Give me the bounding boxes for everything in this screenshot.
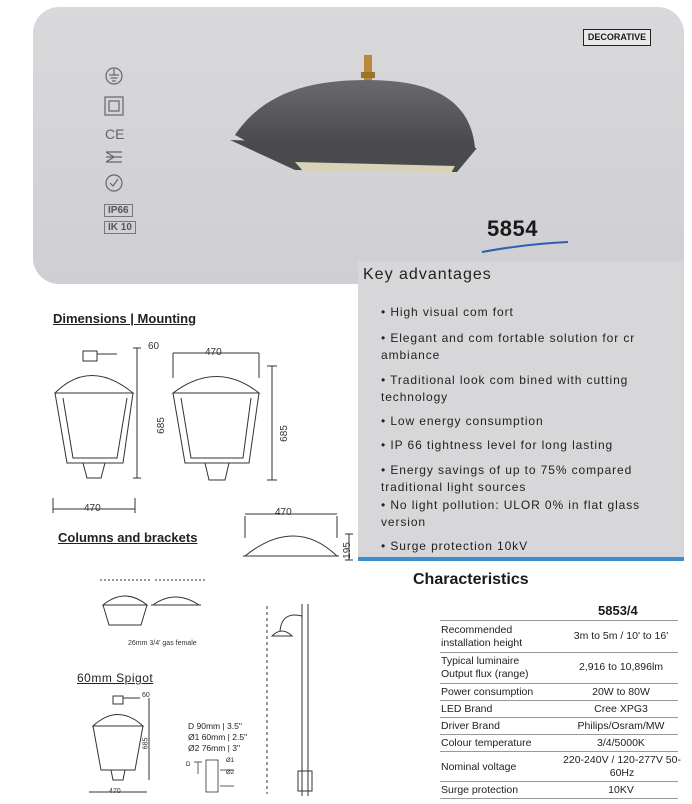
spec-value: 220-240V / 120-277V 50-60Hz <box>563 754 681 779</box>
spigot-d-label: D <box>186 762 191 768</box>
model-swoosh-decoration <box>480 240 570 254</box>
columns-title: Columns and brackets <box>58 530 198 545</box>
advantage-item: • High visual com fort <box>381 305 514 319</box>
spec-value: 3/4/5000K <box>597 737 645 749</box>
advantage-item: • Traditional look com bined with cutting technology <box>381 373 629 404</box>
table-divider <box>440 717 678 718</box>
characteristics-title: Characteristics <box>413 571 529 588</box>
class-ii-insulation-icon <box>105 97 123 115</box>
table-divider <box>440 751 678 752</box>
key-advantages-title: Key advantages <box>363 266 492 283</box>
spigot-spec-list <box>188 721 247 754</box>
spigot-o1-label: Ø1 <box>226 758 235 764</box>
accent-bar <box>358 557 684 561</box>
table-divider <box>440 781 678 782</box>
spec-model-header: 5853/4 <box>598 603 638 618</box>
table-divider <box>440 798 678 799</box>
advantage-item: • Surge protection 10kV <box>381 539 528 553</box>
earth-ground-icon <box>106 68 122 84</box>
spec-label: Recommended installation height <box>441 624 523 649</box>
spigot-height-label: 685 <box>142 737 150 750</box>
spigot-width-label: 470 <box>109 788 121 795</box>
table-divider <box>440 620 678 621</box>
advantage-item: • Elegant and com fortable solution for cr ambiance <box>381 331 636 362</box>
advantage-item: • Energy savings of up to 75% compared traditional light sources <box>381 463 633 494</box>
spec-label: Driver Brand <box>441 720 500 732</box>
spec-value: 10KV <box>608 784 634 796</box>
dimensions-title: Dimensions | Mounting <box>53 311 197 326</box>
width-label-bottom: 470 <box>84 503 101 514</box>
spigot-drawing <box>85 688 165 800</box>
spec-value: 2,916 to 10,896lm <box>578 661 664 673</box>
height-label-right: 685 <box>278 425 290 442</box>
spigot-spec-o1: Ø1 60mm | 2.5" <box>188 732 248 742</box>
table-divider <box>440 700 678 701</box>
pole-drawing <box>262 596 330 800</box>
spigot-title: 60mm Spigot <box>77 671 154 685</box>
advantage-item: • No light pollution: ULOR 0% in flat glass version <box>381 498 641 529</box>
spigot-offset-label: 60 <box>148 341 160 352</box>
spec-label: Surge protection <box>441 784 519 796</box>
column-bracket-drawings <box>95 575 215 635</box>
flat-width-label: 470 <box>275 507 292 518</box>
table-divider <box>440 652 678 653</box>
rohs-check-icon <box>106 175 122 191</box>
spec-value: Philips/Osram/MW <box>577 720 665 732</box>
flat-height-label: 195 <box>341 542 353 559</box>
spigot-spec-o2: Ø2 76mm | 3" <box>188 743 240 753</box>
eac-mark-icon <box>106 152 122 162</box>
ce-mark-icon: CE <box>105 126 125 142</box>
luminaire-product-image <box>225 50 495 190</box>
spec-value: 3m to 5m / 10' to 16' <box>573 630 669 642</box>
spec-label: Typical luminaire Output flux (range) <box>441 655 529 680</box>
certification-icons <box>100 66 132 198</box>
spec-label: Power consumption <box>441 686 534 698</box>
height-label-left: 685 <box>155 417 167 434</box>
spec-label: Colour temperature <box>441 737 532 749</box>
spec-value: Cree XPG3 <box>594 703 648 715</box>
spigot-spec-d: D 90mm | 3.5" <box>188 721 242 731</box>
spigot-o2-label: Ø2 <box>226 770 235 776</box>
spec-value: 20W to 80W <box>592 686 650 698</box>
spec-label: Nominal voltage <box>441 761 517 773</box>
gas-note: 26mm 3/4' gas female <box>128 640 197 647</box>
advantage-item: • IP 66 tightness level for long lasting <box>381 438 614 452</box>
table-divider <box>440 734 678 735</box>
table-divider <box>440 683 678 684</box>
model-number: 5854 <box>487 216 538 241</box>
ip-rating: IP66 <box>104 205 133 217</box>
category-badge: DECORATIVE <box>583 29 651 46</box>
width-label-top: 470 <box>205 347 222 358</box>
spec-label: LED Brand <box>441 703 493 715</box>
ik-rating: IK 10 <box>104 222 136 234</box>
advantage-item: • Low energy consumption <box>381 414 544 428</box>
spigot-offset-label: 60 <box>142 692 150 699</box>
